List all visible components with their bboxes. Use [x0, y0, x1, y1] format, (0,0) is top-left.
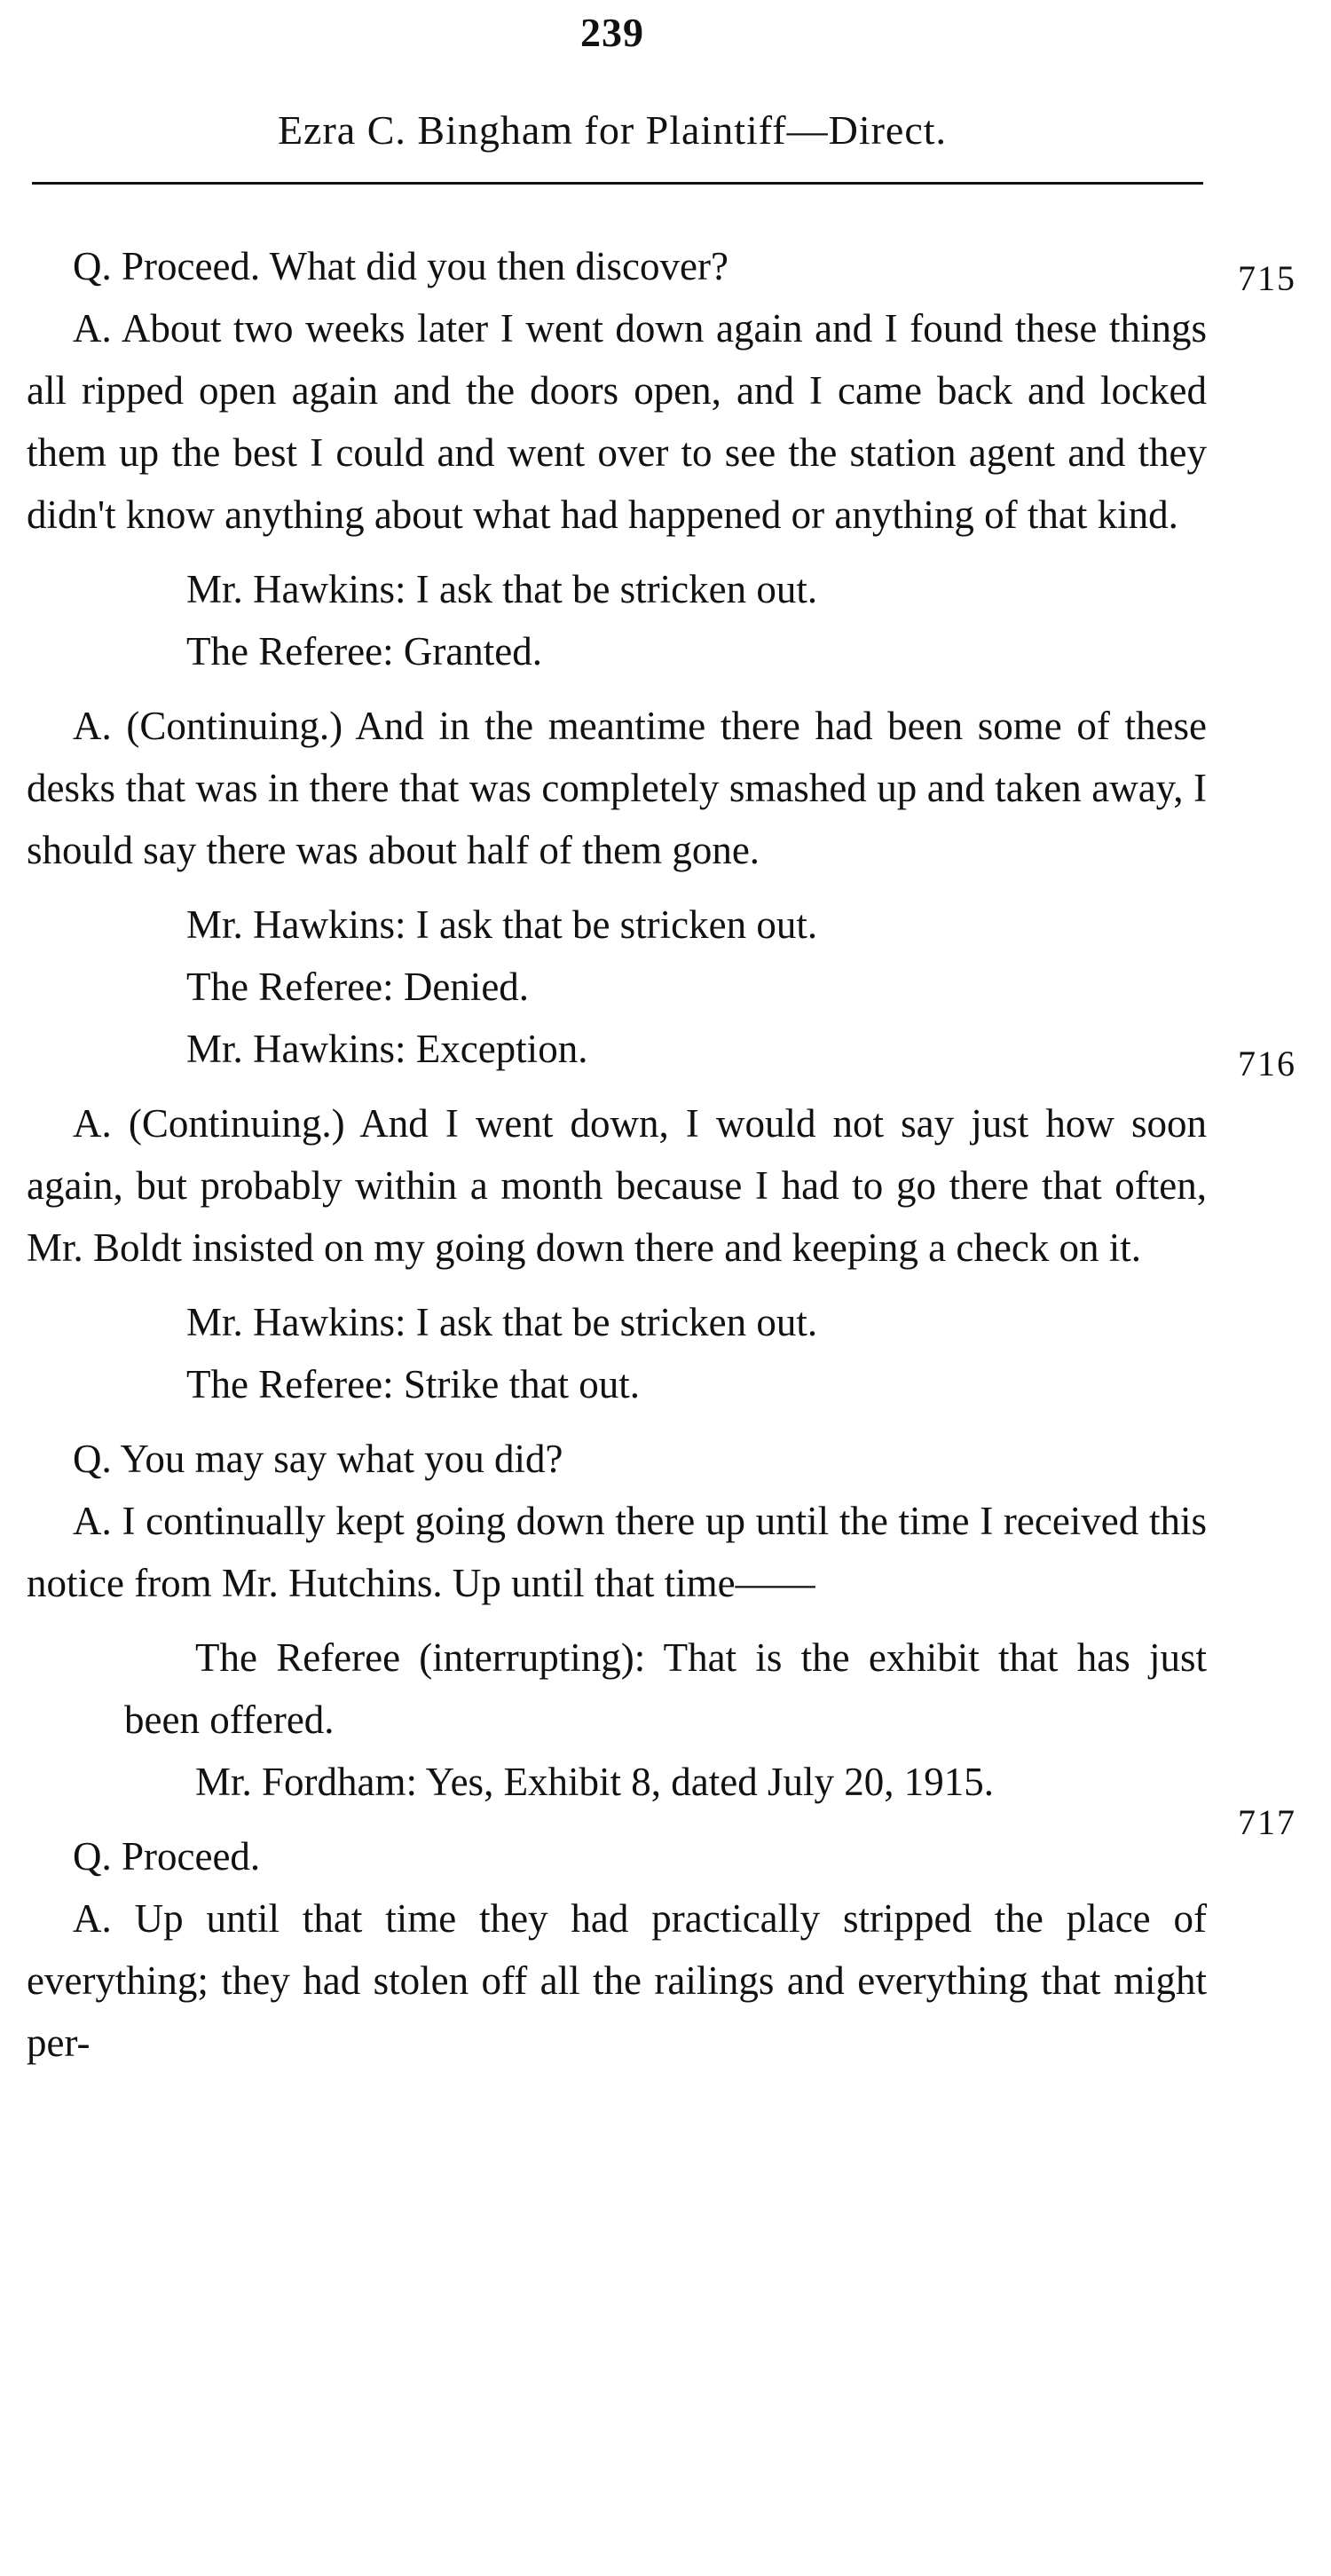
question-paragraph: Q. You may say what you did?	[73, 1437, 563, 1481]
objection-line: Mr. Hawkins: I ask that be stricken out.	[186, 902, 818, 947]
exception-line: Mr. Hawkins: Exception.	[186, 1027, 588, 1071]
ruling-line: The Referee: Denied.	[186, 965, 530, 1009]
answer-paragraph: A. Up until that time they had practically stripped the place of everything; they had stolen off all the railings and everything that might per-	[27, 1896, 1207, 2065]
running-head: Ezra C. Bingham for Plaintiff—Direct.	[277, 107, 948, 153]
answer-paragraph: A. (Continuing.) And I went down, I would not say just how soon again, but probably within a month because I had to go there that often, Mr. Boldt insisted on my going down there and keeping a check on it.	[27, 1101, 1207, 1270]
ruling-line: The Referee: Granted.	[186, 629, 543, 674]
ruling-line: The Referee: Strike that out.	[186, 1362, 641, 1406]
colloquy-block	[27, 894, 1207, 1080]
referee-remark: The Referee (interrupting): That is the exhibit that has just been offered.	[124, 1635, 1207, 1742]
objection-line: Mr. Hawkins: I ask that be stricken out.	[186, 567, 818, 611]
page-number: 239	[580, 10, 644, 55]
margin-line-number: 717	[1238, 1802, 1296, 1842]
question-paragraph: Q. Proceed.	[73, 1834, 261, 1879]
answer-paragraph: A. About two weeks later I went down again and I found these things all ripped open again and the doors open, and I came back and locked them up the best I could and went over to see the station agent and they didn't know anything about what had happened or anything of that kind.	[27, 306, 1207, 537]
margin-line-number: 716	[1238, 1044, 1296, 1083]
counsel-remark: Mr. Fordham: Yes, Exhibit 8, dated July 20, 1915.	[195, 1760, 995, 1804]
header-rule	[32, 182, 1203, 185]
question-paragraph: Q. Proceed. What did you then discover?	[73, 244, 729, 288]
colloquy-block	[27, 1291, 1207, 1415]
answer-paragraph: A. I continually kept going down there up until the time I received this notice from Mr. Hutchins. Up until that time——	[27, 1499, 1207, 1605]
colloquy-block	[27, 558, 1207, 682]
objection-line: Mr. Hawkins: I ask that be stricken out.	[186, 1300, 818, 1344]
answer-paragraph: A. (Continuing.) And in the meantime there had been some of these desks that was in there that was completely smashed up and taken away, I should say there was about half of them gone.	[27, 704, 1207, 872]
margin-line-number: 715	[1238, 258, 1296, 298]
testimony-body	[27, 235, 1207, 2074]
